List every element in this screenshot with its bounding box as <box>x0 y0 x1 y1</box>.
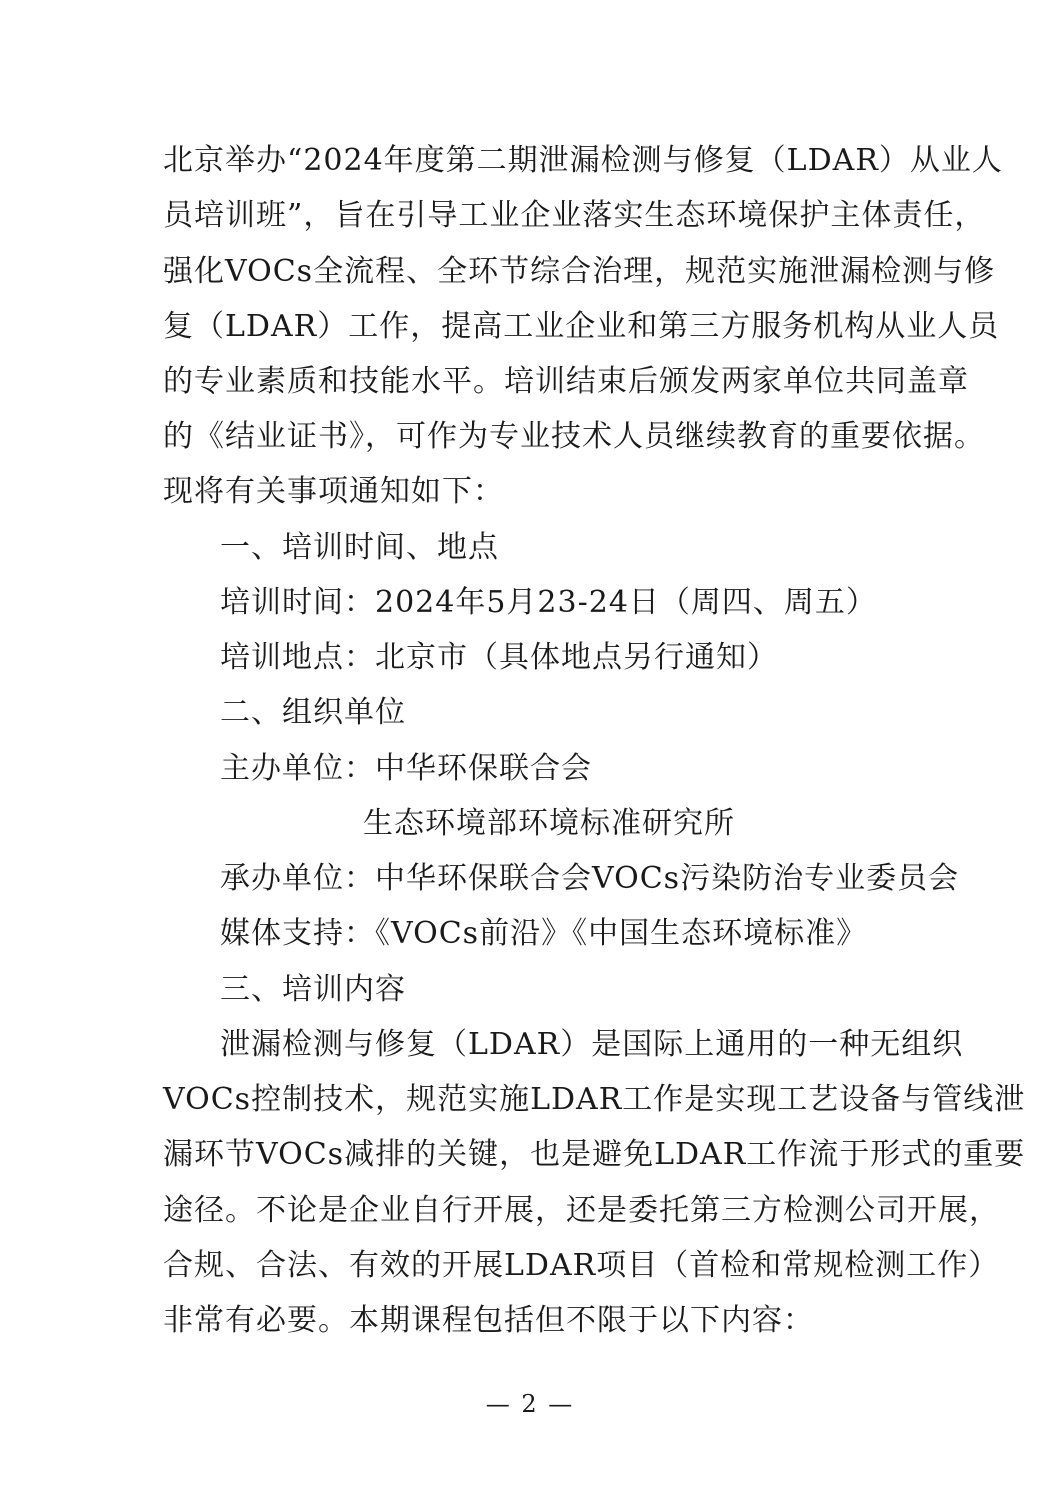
paragraph-line: 的专业素质和技能水平。培训结束后颁发两家单位共同盖章 <box>163 364 969 399</box>
paragraph-line: 北京举办“2024年度第二期泄漏检测与修复（LDAR）从业人 <box>163 143 1003 178</box>
training-place: 培训地点：北京市（具体地点另行通知） <box>220 640 778 675</box>
paragraph-line: 复（LDAR）工作，提高工业企业和第三方服务机构从业人员 <box>163 309 1000 344</box>
paragraph-line: 非常有必要。本期课程包括但不限于以下内容： <box>163 1303 814 1338</box>
paragraph-line: VOCs控制技术，规范实施LDAR工作是实现工艺设备与管线泄 <box>163 1082 1026 1117</box>
section-heading: 一、培训时间、地点 <box>220 530 499 565</box>
section-heading: 二、组织单位 <box>220 695 406 730</box>
paragraph-line: 合规、合法、有效的开展LDAR项目（首检和常规检测工作） <box>163 1248 1000 1283</box>
paragraph-line: 强化VOCs全流程、全环节综合治理，规范实施泄漏检测与修 <box>163 254 996 289</box>
paragraph-line: 途径。不论是企业自行开展，还是委托第三方检测公司开展， <box>163 1193 1000 1228</box>
paragraph-line: 现将有关事项通知如下： <box>163 474 504 509</box>
page-number: — 2 — <box>485 1390 575 1418</box>
organizer-unit: 承办单位：中华环保联合会VOCs污染防治专业委员会 <box>220 861 960 896</box>
paragraph-line: 泄漏检测与修复（LDAR）是国际上通用的一种无组织 <box>220 1027 964 1062</box>
paragraph-line: 员培训班”，旨在引导工业企业落实生态环境保护主体责任， <box>163 198 986 233</box>
section-heading: 三、培训内容 <box>220 972 406 1007</box>
media-support: 媒体支持：《VOCs前沿》《中国生态环境标准》 <box>220 916 868 951</box>
host-unit-second: 生态环境部环境标准研究所 <box>363 806 735 841</box>
training-time: 培训时间：2024年5月23-24日（周四、周五） <box>220 585 877 620</box>
paragraph-line: 的《结业证书》，可作为专业技术人员继续教育的重要依据。 <box>163 419 985 454</box>
paragraph-line: 漏环节VOCs减排的关键，也是避免LDAR工作流于形式的重要 <box>163 1137 1026 1172</box>
host-unit: 主办单位：中华环保联合会 <box>220 751 592 786</box>
